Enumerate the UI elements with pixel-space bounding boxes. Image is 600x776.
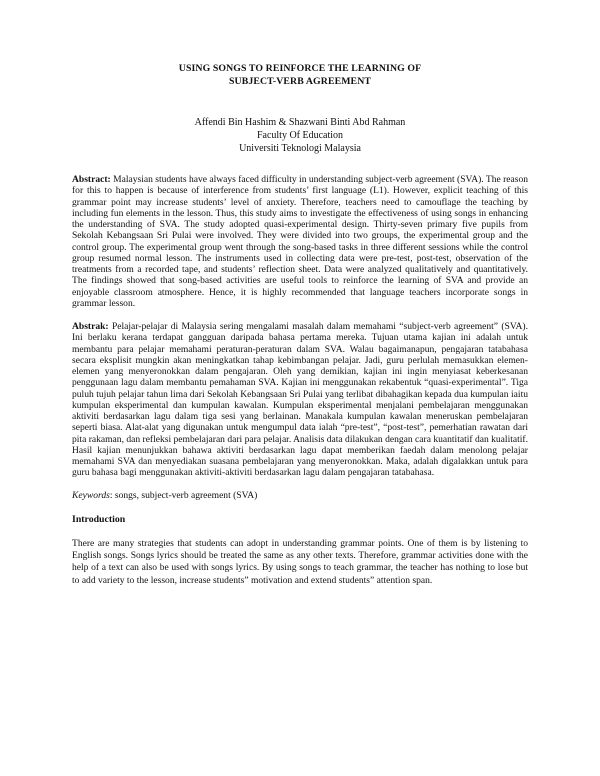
abstract-label: Abstract:: [72, 174, 111, 185]
author-university: Universiti Teknologi Malaysia: [239, 143, 361, 154]
abstrak-paragraph: [72, 321, 528, 479]
author-block: [72, 116, 528, 155]
keywords-text: : songs, subject-verb agreement (SVA): [109, 489, 258, 501]
abstrak-text: Pelajar-pelajar di Malaysia sering mengalami masalah dalam memahami “subject-verb agreement” (SVA). Ini berlaku kerana terdapat gangguan daripada bahasa pertama mereka. Tujuan utama kajian ini adalah untuk membantu para pelajar memahami peraturan-peraturan dalam SVA. Walau bagaimanapun, pengajaran tatabahasa secara eksplisit mungkin akan meningkatkan tahap kebimbangan pelajar. Jadi, guru perlulah memasukkan elemen-elemen yang menyeronokkan dalam pengajaran. Oleh yang demikian, kajian ini ingin menyiasat keberkesanan penggunaan lagu dalam membantu pemahaman SVA. Kajian ini menggunakan rekabentuk “quasi-experimental”. Tiga puluh tujuh pelajar tahun lima dari Sekolah Kebangsaan Sri Pulai yang terlibat dibahagikan kepada dua kumpulan iaitu kumpulan eksperimental dan kumpulan kawalan. Kumpulan eksperimental menjalani pembelajaran menggunakan aktiviti berdasarkan lagu dalam tiga sesi yang berlainan. Manakala kumpulan kawalan meneruskan pembelajaran seperti biasa. Alat-alat yang digunakan untuk mengumpul data ialah “pre-test”, “post-test”, pemerhatian rawatan dari pita rakaman, dan refleksi pembelajaran dari para pelajar. Analisis data dilakukan dengan cara kuantitatif dan kualitatif. Hasil kajian menunjukkan bahawa aktiviti berdasarkan lagu dapat memberikan faedah dalam menolong pelajar memahami SVA dan menyediakan suasana pembelajaran yang menyeronokkan. Maka, adalah digalakkan untuk para guru bahasa bagi menggunakan aktiviti-aktiviti berdasarkan lagu dalam pengajaran tatabahasa.: [72, 321, 528, 479]
title-line-1: USING SONGS TO REINFORCE THE LEARNING OF: [178, 63, 422, 74]
section-heading-introduction: Introduction: [72, 513, 126, 525]
introduction-paragraph: There are many strategies that students can adopt in understanding grammar points. One of them is by listening to English songs. Songs lyrics should be treated the same as any other texts. Therefore, grammar activities done with the help of a text can also be used with songs lyrics. By using songs to teach grammar, the teacher has nothing to lose but to add variety to the lesson, increase students” motivation and extend students” attention span.: [72, 537, 528, 586]
keywords-line: [72, 490, 528, 501]
title-line-2: SUBJECT-VERB AGREEMENT: [228, 76, 372, 87]
paper-title: [72, 62, 528, 88]
keywords-label: Keywords: [72, 489, 110, 501]
paper-page: [72, 62, 528, 587]
abstract-text: Malaysian students have always faced difficulty in understanding subject-verb agreement (SVA). The reason for this to happen is because of interference from students’ first language (L1). However, explicit teaching of this grammar point may increase students’ level of anxiety. Therefore, teachers need to camouflage the teaching by including fun elements in the lesson. Thus, this study aims to investigate the effectiveness of using songs in enhancing the understanding of SVA. The study adopted quasi-experimental design. Thirty-seven primary five pupils from Sekolah Kebangsaan Sri Pulai were involved. They were divided into two groups, the experimental group and the control group. The experimental group went through the song-based tasks in three different sessions while the control group resumed normal lesson. The instruments used in collecting data were pre-test, post-test, observation of the treatments from a recorded tape, and students’ reflection sheet. Data were analyzed qualitatively and quantitatively. The findings showed that song-based activities are useful tools to reinforce the learning of SVA and provide an enjoyable classroom atmosphere. Hence, it is highly recommended that language teachers incorporate songs in grammar lesson.: [72, 174, 529, 309]
author-names: Affendi Bin Hashim & Shazwani Binti Abd Rahman: [194, 117, 406, 128]
abstrak-label: Abstrak:: [72, 321, 109, 332]
abstract-paragraph: [72, 174, 528, 309]
author-faculty: Faculty Of Education: [256, 130, 344, 141]
